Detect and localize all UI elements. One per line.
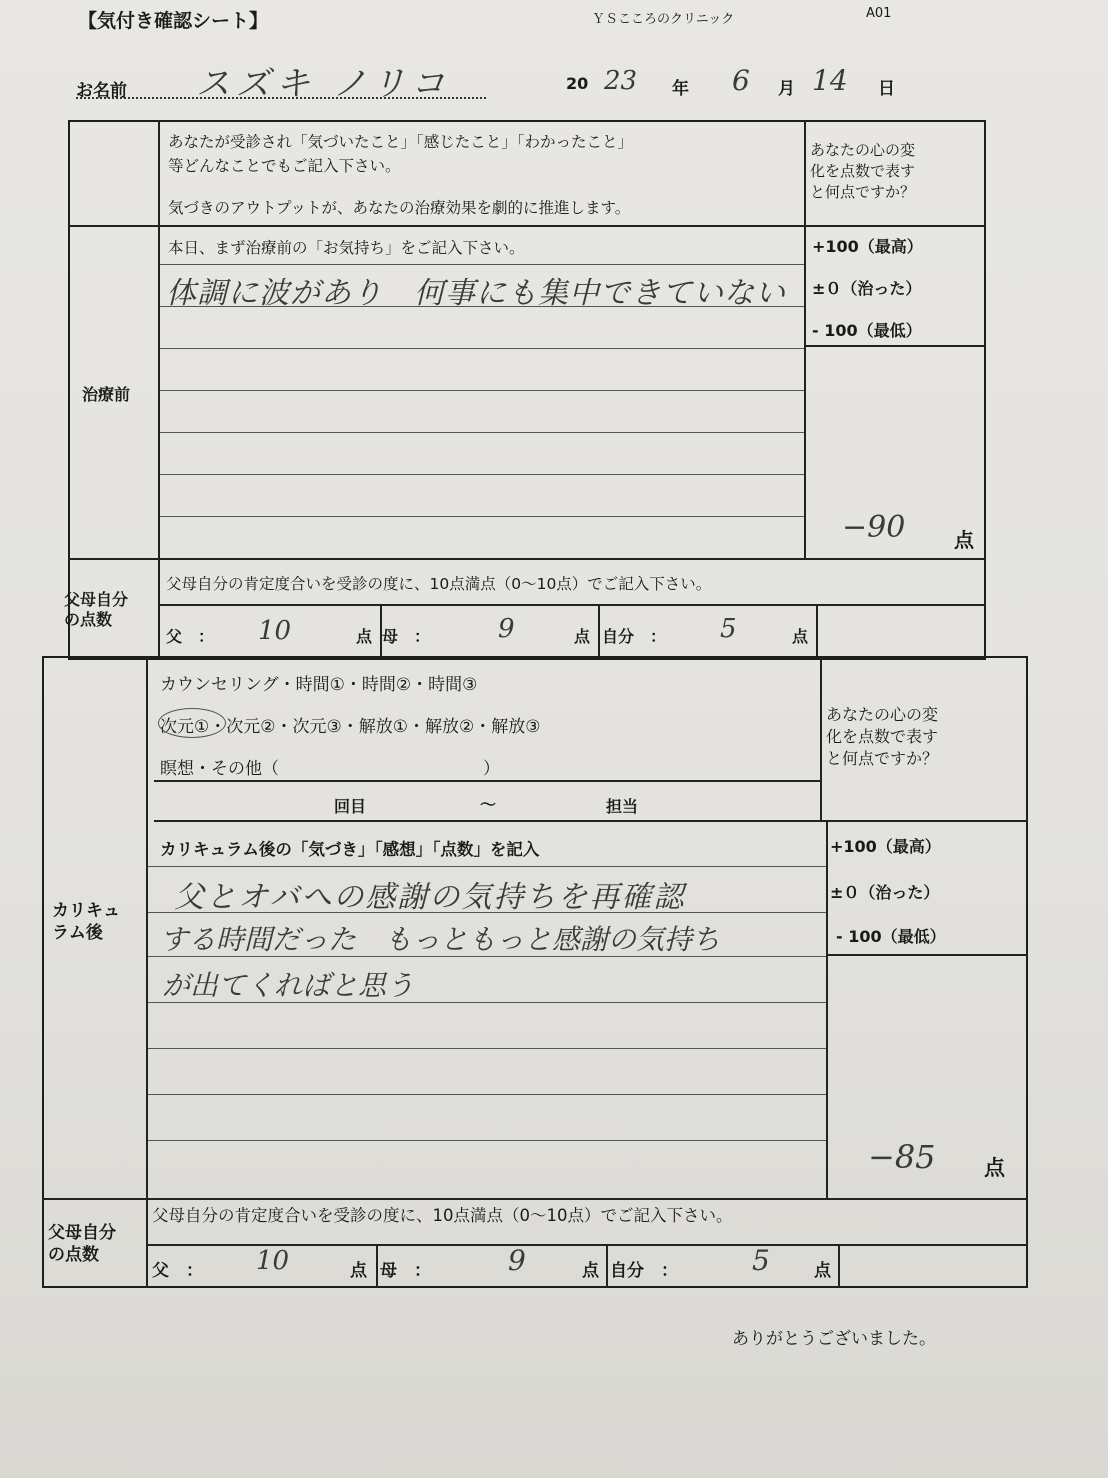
intro-line-2: 等どんなことでもご記入下さい。 bbox=[168, 157, 401, 175]
scale-zero-2: ±０（治った） bbox=[830, 883, 940, 902]
mother-unit-1: 点 bbox=[574, 627, 591, 646]
curriculum-options-2[interactable]: 次元①・次元②・次元③・解放①・解放②・解放③ bbox=[160, 717, 541, 737]
score-question: あなたの心の変 化を点数で表す と何点ですか？ bbox=[810, 141, 916, 201]
before-score-value[interactable]: −90 bbox=[842, 510, 906, 545]
year-prefix: 20 bbox=[566, 74, 589, 93]
self-score-1[interactable]: 5 bbox=[720, 614, 737, 644]
father-label-2: 父 ： bbox=[152, 1261, 203, 1281]
self-unit-1: 点 bbox=[792, 627, 809, 646]
mother-score-1[interactable]: 9 bbox=[498, 614, 515, 644]
mother-score-2[interactable]: 9 bbox=[508, 1244, 526, 1277]
self-label-2: 自分 ： bbox=[610, 1261, 678, 1281]
curriculum-notes-2[interactable]: する時間だった もっともっと感謝の気持ち bbox=[160, 923, 721, 956]
curriculum-score-unit: 点 bbox=[984, 1156, 1005, 1180]
scale-max: +100（最高） bbox=[812, 237, 923, 256]
clinic-name: ＹＳこころのクリニック bbox=[592, 12, 735, 27]
mother-label-2: 母 ： bbox=[380, 1261, 431, 1281]
name-underline bbox=[76, 97, 486, 99]
father-score-1[interactable]: 10 bbox=[258, 616, 292, 646]
father-score-2[interactable]: 10 bbox=[256, 1246, 290, 1276]
curriculum-label: カリキュ ラム後 bbox=[52, 901, 120, 943]
before-label: 治療前 bbox=[82, 385, 131, 404]
scale-min: - 100（最低） bbox=[812, 321, 922, 340]
session-separator: 〜 bbox=[480, 795, 497, 814]
curriculum-notes-1[interactable]: 父とオバへの感謝の気持ちを再確認 bbox=[174, 880, 686, 915]
scale-min-2: - 100（最低） bbox=[836, 927, 946, 946]
self-label-1: 自分 ： bbox=[602, 627, 667, 646]
session-label: 回目 bbox=[334, 797, 367, 816]
scale-zero: ±０（治った） bbox=[812, 279, 922, 298]
parents-label-1: 父母自分 の点数 bbox=[64, 590, 129, 629]
father-unit-2: 点 bbox=[350, 1261, 367, 1281]
day-field[interactable]: 14 bbox=[812, 64, 848, 97]
mother-label-1: 母 ： bbox=[382, 627, 431, 646]
self-score-2[interactable]: 5 bbox=[752, 1244, 770, 1277]
intro-line-3: 気づきのアウトプットが、あなたの治療効果を劇的に推進します。 bbox=[168, 199, 631, 217]
thanks-text: ありがとうございました。 bbox=[732, 1329, 936, 1349]
father-unit-1: 点 bbox=[356, 627, 373, 646]
before-score-unit: 点 bbox=[954, 528, 974, 552]
staff-label: 担当 bbox=[606, 797, 639, 816]
month-field[interactable]: 6 bbox=[732, 64, 750, 97]
sheet-title: 【気付き確認シート】 bbox=[78, 10, 269, 32]
score-question-2: あなたの心の変 化を点数で表す と何点ですか？ bbox=[826, 705, 939, 768]
curriculum-score-value[interactable]: −85 bbox=[868, 1138, 936, 1176]
parents-prompt-1: 父母自分の肯定度合いを受診の度に、10点満点（0〜10点）でご記入下さい。 bbox=[166, 575, 712, 593]
parents-label-2: 父母自分 の点数 bbox=[48, 1223, 116, 1265]
month-unit: 月 bbox=[778, 79, 795, 99]
year-field[interactable]: 23 bbox=[604, 66, 638, 96]
year-unit: 年 bbox=[672, 79, 689, 99]
intro-line-1: あなたが受診され「気づいたこと」「感じたこと」「わかったこと」 bbox=[168, 133, 634, 151]
curriculum-options-3[interactable]: 瞑想・その他（ ） bbox=[160, 759, 500, 779]
selected-option-circle bbox=[158, 708, 226, 738]
self-unit-2: 点 bbox=[814, 1261, 831, 1281]
day-unit: 日 bbox=[878, 79, 895, 99]
mother-unit-2: 点 bbox=[582, 1261, 599, 1281]
parents-prompt-2: 父母自分の肯定度合いを受診の度に、10点満点（0〜10点）でご記入下さい。 bbox=[152, 1206, 733, 1225]
name-label: お名前 bbox=[76, 81, 127, 101]
curriculum-options-1[interactable]: カウンセリング・時間①・時間②・時間③ bbox=[160, 675, 478, 695]
sheet-code: A01 bbox=[866, 6, 892, 21]
name-field[interactable]: スズキ ノリコ bbox=[196, 64, 451, 104]
scale-max-2: +100（最高） bbox=[830, 837, 941, 856]
before-prompt: 本日、まず治療前の「お気持ち」をご記入下さい。 bbox=[168, 239, 525, 257]
before-notes[interactable]: 体調に波があり 何事にも集中できていない bbox=[166, 276, 786, 311]
father-label-1: 父 ： bbox=[166, 627, 215, 646]
curriculum-notes-3[interactable]: が出てくればと思う bbox=[162, 969, 415, 1002]
curriculum-prompt: カリキュラム後の「気づき」「感想」「点数」を記入 bbox=[160, 840, 540, 859]
